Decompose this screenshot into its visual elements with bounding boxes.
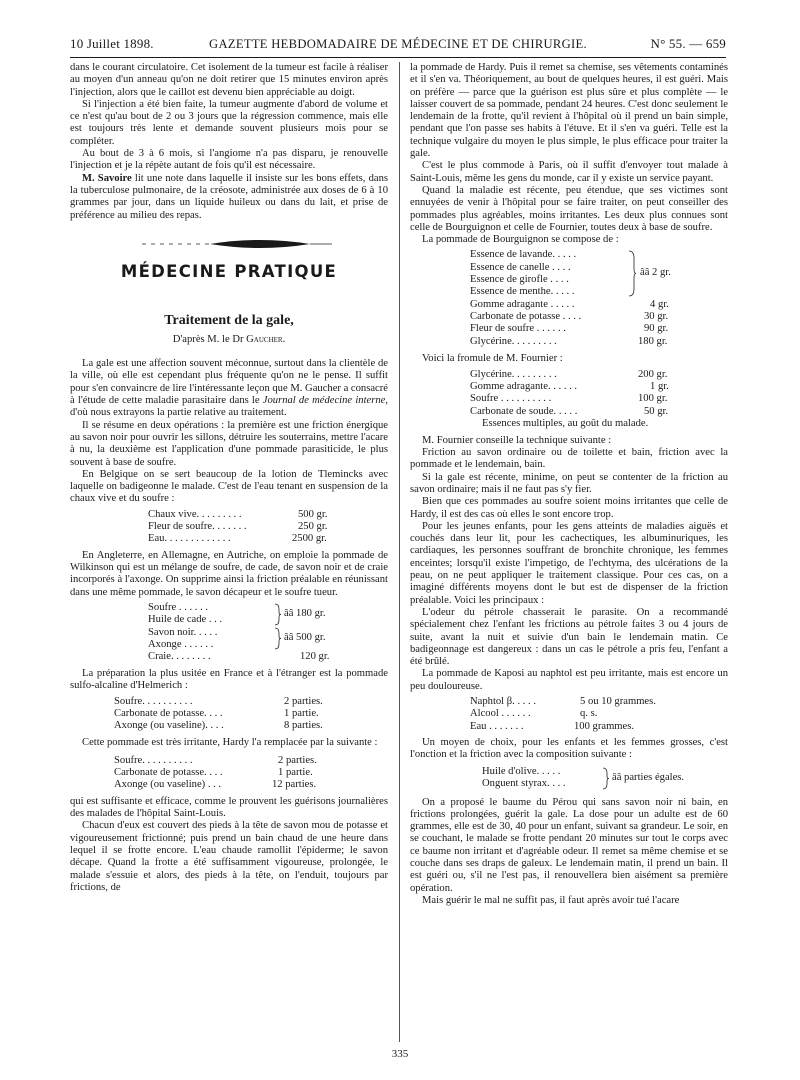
recipe-kaposi [410, 696, 728, 733]
header-journal-title: GAZETTE HEBDOMADAIRE DE MÉDECINE ET DE CHIRURGIE. [209, 37, 587, 51]
ingredient: Huile d'olive. . . . . [482, 765, 561, 777]
quantity: 12 parties. [272, 779, 317, 791]
paragraph: Pour les jeunes enfants, pour les gens atteints de maladies aiguës et couchés dans leur lit, pour les cachectiques, les albuminuriques, les cardiaques, les personnes souffrant de bronchite chronique, les femmes enceintes; lorsqu'il existe l'impetigo, de l'echtyma, des ulcérations de la peau, on ne peut appliquer le traitement classique. Pour ces cas, on a imaginé différents moyens dont le but est de dispenser de la friction préalable. Voici les principaux : [410, 520, 728, 606]
ingredient: Axonge . . . . . . [148, 638, 214, 650]
brace-icon [274, 627, 282, 650]
quantity: 30 gr. [644, 310, 669, 322]
quantity: 8 parties. [284, 720, 323, 732]
paragraph: En Angleterre, en Allemagne, en Autriche, on emploie la pommade de Wilkinson qui est un mélange de soufre, de cade, de savon noir et de craie incorporés à l'axonge. On supprime ainsi la friction préalable en réunissant dans une même pommade, le savon décapeur et le soufre tueur. [70, 549, 388, 598]
ingredient: Gomme adragante. . . . . . [470, 381, 578, 393]
ingredient: Carbonate de potasse. . . . [114, 707, 223, 719]
ingredient: Gomme adragante . . . . . [470, 298, 575, 310]
recipe-bourguignon [410, 249, 728, 349]
ingredient: Soufre . . . . . . . . . . [470, 393, 552, 405]
paragraph: la pommade de Hardy. Puis il remet sa chemise, ses vêtements contaminés et il s'en va. Théoriquement, au bout de quelques heures, il est guéri. Mais on préfère — parce que la guérison est plus sûre et plus complète — le laisser couvert de sa pommade, pendant 24 heures. C'est donc seulement le lendemain de la frotte, qu'il revient à l'hôpital où il prend un bain simple, pendant que l'on passe ses habits à l'étuve. Et il s'en va guéri. Telle est la technique vulgaire du moyen le plus simple, le plus efficace pour traiter la gale. [410, 62, 728, 160]
paragraph: Chacun d'eux est couvert des pieds à la tête de savon mou de potasse et vigoureusement frictionné; puis prend un bain chaud de une heure dans lequel il se frotte encore. L'eau chaude ramollit l'épiderme; le savon décape. Quand la frotte a été suffisamment vigoureuse, prolongée, le malade s'essuie et alors, des pieds à la tête, on l'enduit, toujours par frictions, de [70, 820, 388, 893]
quantity: 90 gr. [644, 323, 669, 335]
quantity: 120 gr. [300, 651, 330, 663]
paragraph: Un moyen de choix, pour les enfants et les femmes grosses, c'est l'onction et la friction avec la composition suivante : [410, 736, 728, 761]
recipe-wilkinson [70, 602, 388, 664]
ingredient: Carbonate de potasse . . . . [470, 310, 582, 322]
ingredient: Essence de canelle . . . . [470, 261, 571, 273]
ingredient: Essence de girofle . . . . [470, 274, 569, 286]
ingredient: Alcool . . . . . . [470, 708, 531, 720]
recipe-helmerich [70, 696, 388, 733]
recipe-tlemincks [70, 509, 388, 546]
quantity: 1 partie. [284, 707, 319, 719]
quantity: 250 gr. [298, 521, 328, 533]
paragraph: Au bout de 3 à 6 mois, si l'angiome n'a pas disparu, je renouvelle l'injection et je la répète autant de fois qu'il est nécessaire. [70, 148, 388, 172]
ingredient: Soufre . . . . . . [148, 601, 209, 613]
ingredient: Craie. . . . . . . . [148, 651, 211, 663]
quantity: q. s. [580, 708, 598, 720]
author-name: Gaucher. [246, 333, 286, 345]
paragraph: Quand la maladie est récente, peu étendue, que ses victimes sont ennuyées de venir à l'hôpital pour se faire traiter, on peut conseiller des pommades plus agréables, moins irritantes. Les deux plus connues sont celle de Bourguignon et celle de Fournier, toutes deux à base de soufre. [410, 184, 728, 233]
paragraph: La pommade de Bourguignon se compose de : [422, 234, 619, 246]
header-date: 10 Juillet 1898. [70, 36, 154, 51]
ingredient: Chaux vive. . . . . . . . . [148, 508, 242, 520]
paragraph: La gale est une affection souvent méconnue, surtout dans la clientèle de la ville, où elle est cependant plus fréquente qu'on ne le pense. Il suffit pour s'en convaincre de lire l'intéressante leçon que M. Gaucher a consacré à l'étude de cette maladie parasitaire dans le Journal de médecine interne, d'où nous extrayons la partie relative au traitement. [70, 358, 388, 419]
column-divider [399, 62, 400, 1042]
quantity: 4 gr. [650, 298, 669, 310]
ingredient: Carbonate de soude. . . . . [470, 405, 578, 417]
quantity: ââ 180 gr. [284, 607, 326, 619]
ingredient: Fleur de soufre. . . . . . . [148, 521, 247, 533]
ingredient: Glycérine. . . . . . . . . [470, 368, 557, 380]
page-number: 335 [391, 1048, 409, 1060]
brace-icon [602, 767, 610, 790]
section-ornament [70, 230, 388, 258]
quantity: 5 ou 10 grammes. [580, 695, 656, 707]
speaker-name: M. Savoire [82, 172, 132, 184]
ingredient: Savon noir. . . . . [148, 626, 218, 638]
article-byline: D'après M. le Dr Gaucher. [172, 333, 286, 345]
ingredient: Soufre. . . . . . . . . . [114, 695, 193, 707]
quantity: 2 parties. [284, 695, 323, 707]
ingredient: Onguent styrax. . . . [482, 777, 566, 789]
paragraph: C'est le plus commode à Paris, où il suffit d'envoyer tout malade à Saint-Louis, même les gens du monde, car il y existe un service payant. [410, 160, 728, 184]
brace-icon [628, 250, 637, 297]
ingredient: Huile de cade . . . [148, 614, 223, 626]
paragraph: L'odeur du pétrole chasserait le parasite. On a recommandé spécialement chez l'enfant les frictions au pétrole faites 3 ou 4 jours de suite, avant la nuit et suivie d'un bain le lendemain matin. Ce badigeonnage est dangereux : dans un cas le pétrole a pris feu, l'enfant a été brûlé. [410, 606, 728, 668]
quantity: 50 gr. [644, 405, 669, 417]
quantity: 100 gr. [638, 393, 668, 405]
quantity: 2500 gr. [292, 533, 327, 545]
ingredient: Naphtol β. . . . . [470, 695, 537, 707]
right-column [410, 62, 728, 907]
paragraph: Mais guérir le mal ne suffit pas, il faut après avoir tué l'acare [422, 894, 680, 906]
paragraph: Si la gale est récente, minime, on peut se contenter de la friction au savon ordinaire; mais il ne faut pas s'y fier. [410, 471, 728, 495]
paragraph: qui est suffisante et efficace, comme le prouvent les guérisons journalières des malades de l'hôpital Saint-Louis. [70, 795, 388, 820]
running-header [70, 36, 726, 52]
paragraph: M. Fournier conseille la technique suivante : [422, 434, 612, 446]
ingredient: Glycérine. . . . . . . . . [470, 335, 557, 347]
recipe-hardy [70, 755, 388, 792]
ingredient: Soufre. . . . . . . . . . [114, 754, 193, 766]
ingredient: Axonge (ou vaseline). . . . [114, 720, 224, 732]
quantity: 1 partie. [278, 767, 313, 779]
left-column [70, 62, 388, 894]
ingredient: Carbonate de potasse. . . . [114, 767, 223, 779]
quantity: 1 gr. [650, 381, 669, 393]
recipe-styrax [410, 766, 728, 791]
paragraph [70, 173, 388, 222]
quantity: ââ parties égales. [612, 771, 685, 783]
ingredient: Essence de menthe. . . . . [470, 286, 575, 298]
ingredient-note: Essences multiples, au goût du malade. [482, 417, 649, 429]
header-rule [70, 57, 726, 58]
paragraph: Bien que ces pommades au soufre soient moins irritantes que celle de Hardy, il est des cas où elles le sont encore trop. [410, 496, 728, 520]
ornament-rule-icon [70, 230, 388, 258]
header-issue-page: N° 55. — 659 [650, 36, 726, 51]
ingredient: Eau . . . . . . . [470, 720, 524, 732]
quantity: 180 gr. [638, 335, 668, 347]
paragraph-text: lit une note dans laquelle il insiste sur les bons effets, dans la tuberculose pulmonaire, de la créosote, administrée aux doses de 6 à 10 grammes par jour, dans un liquide huileux ou dans du lait, et prise de préférence au milieu des repas. [70, 172, 389, 221]
ingredient: Axonge (ou vaseline) . . . [114, 779, 222, 791]
quantity: 2 parties. [278, 754, 317, 766]
paragraph: Si l'injection a été bien faite, la tumeur augmente d'abord de volume et ce n'est qu'au bout de 2 ou 3 jours que la régression commence, mais elle est toujours très lente et demande souvent plusieurs mois pour se compléter. [70, 98, 388, 147]
recipe-fournier [410, 369, 728, 431]
quantity: ââ 500 gr. [284, 631, 326, 643]
paragraph: Friction au savon ordinaire ou de toilette et bain, friction avec la pommade et le lendemain, bain. [410, 447, 728, 471]
paragraph: Voici la fromule de M. Fournier : [422, 353, 563, 365]
paragraph: Cette pommade est très irritante, Hardy l'a remplacée par la suivante : [82, 736, 378, 748]
ingredient: Eau. . . . . . . . . . . . . [148, 533, 231, 545]
article-title: Traitement de la gale, [164, 312, 294, 328]
paragraph: Il se résume en deux opérations : la première est une friction énergique au savon noir pour ouvrir les sillons, détruire les souterrains, mettre l'acare à nu, la deuxième est l'application d'une pommade parasiticide, le plus souvent à base de soufre. [70, 419, 388, 468]
quantity: ââ 2 gr. [640, 267, 671, 279]
ingredient: Essence de lavande. . . . . [470, 249, 577, 261]
paragraph: On a proposé le baume du Pérou qui sans savon noir ni bain, en frictions prolongées, guérit la gale. La dose pour un adulte est de 60 grammes, elle est de 30, 40 pour un enfant, suivant sa grandeur. Le soir, en se couchant, le malade se frotte pendant 20 minutes sur tout le corps avec ce baume non irritant et d'agréable odeur. Il remet sa même chemise et se couche dans ses draps de galeux. Le lendemain matin, il prend un bain. Il est guéri ou, s'il ne l'est pas, il renouvellera bien aisément sa première opération. [410, 796, 728, 894]
brace-icon [274, 603, 282, 626]
quantity: 500 gr. [298, 508, 328, 520]
paragraph: La pommade de Kaposi au naphtol est peu irritante, mais est encore un peu douloureuse. [410, 668, 728, 692]
ingredient: Fleur de soufre . . . . . . [470, 323, 566, 335]
quantity: 100 grammes. [574, 720, 635, 732]
section-title: MÉDECINE PRATIQUE [120, 261, 338, 281]
paragraph: En Belgique on se sert beaucoup de la lotion de Tlemincks avec laquelle on badigeonne le malade. C'est de l'eau tenant en suspension de la chaux vive et du soufre : [70, 468, 388, 505]
journal-citation: Journal de médecine interne [262, 395, 386, 407]
paragraph: dans le courant circulatoire. Cet isolement de la tumeur est facile à réaliser au moyen d'un anneau qu'on ne doit retirer que 15 minutes environ après l'injection, alors que le caillot est devenu bien appréciable au doigt. [70, 62, 388, 98]
quantity: 200 gr. [638, 368, 668, 380]
paragraph: La préparation la plus usitée en France et à l'étranger est la pommade sulfo-alcaline d'Helmerich : [70, 667, 388, 692]
